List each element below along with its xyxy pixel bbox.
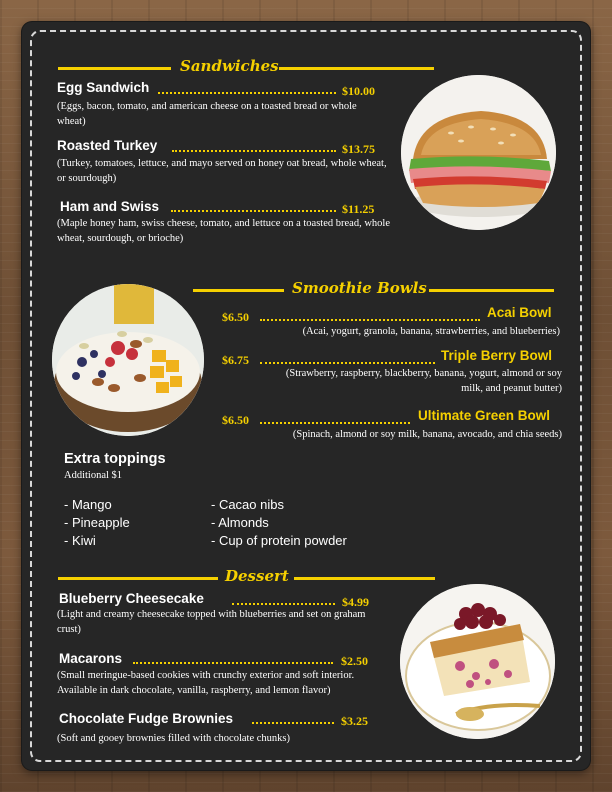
cheesecake-illustration — [400, 584, 555, 739]
extra-toppings-title: Extra toppings — [64, 451, 166, 467]
leader-dots — [171, 210, 336, 212]
sandwiches-rule-right — [279, 67, 434, 70]
leader-dots — [260, 362, 435, 364]
menu-item-price: $4.99 — [342, 595, 369, 609]
leader-dots — [232, 603, 335, 605]
menu-item-desc: (Light and creamy cheesecake topped with blueberries and set on graham crust) — [57, 609, 366, 635]
smoothie-rule-right — [429, 289, 554, 292]
topping-item: - Pineapple — [64, 515, 130, 530]
menu-item-price: $2.50 — [341, 654, 368, 668]
dessert-rule-left — [58, 577, 218, 580]
topping-item: - Cacao nibs — [211, 497, 284, 512]
leader-dots — [260, 319, 480, 321]
sandwich-illustration — [401, 75, 556, 230]
sandwiches-heading: Sandwiches — [180, 57, 279, 75]
menu-item-desc: (Maple honey ham, swiss cheese, tomato, and lettuce on a toasted bread, whole wheat, sourdough, or brioche) — [57, 218, 390, 244]
menu-item-desc: (Acai, yogurt, granola, banana, strawberries, and blueberries) — [302, 326, 560, 337]
topping-item: - Mango — [64, 497, 112, 512]
dessert-rule-right — [294, 577, 435, 580]
smoothie-bowl-illustration — [52, 284, 204, 436]
menu-item-price: $13.75 — [342, 142, 375, 156]
menu-item-desc: (Strawberry, raspberry, blackberry, banana, yogurt, almond or soy milk, and peanut butter) — [285, 368, 562, 394]
dessert-heading: Dessert — [225, 567, 289, 585]
topping-item: - Almonds — [211, 515, 269, 530]
leader-dots — [252, 722, 334, 724]
menu-item-name: Roasted Turkey — [57, 138, 158, 153]
sandwich-photo — [401, 75, 556, 230]
menu-item-price: $10.00 — [342, 84, 375, 98]
menu-item-name: Ham and Swiss — [60, 199, 160, 214]
cheesecake-photo — [400, 584, 555, 739]
smoothie-heading: Smoothie Bowls — [292, 279, 427, 297]
menu-item-name: Acai Bowl — [487, 305, 552, 320]
menu-item-price: $3.25 — [341, 714, 368, 728]
smoothie-rule-left — [193, 289, 284, 292]
menu-item-desc: (Spinach, almond or soy milk, banana, avocado, and chia seeds) — [292, 429, 562, 440]
menu-item-name: Ultimate Green Bowl — [418, 408, 551, 423]
menu-item-price: $6.50 — [222, 413, 249, 427]
extra-toppings-subtitle: Additional $1 — [64, 470, 123, 481]
leader-dots — [133, 662, 333, 664]
leader-dots — [260, 422, 410, 424]
sandwiches-rule-left — [58, 67, 171, 70]
menu-item-price: $6.75 — [222, 353, 249, 367]
menu-item-desc: (Turkey, tomatoes, lettuce, and mayo served on honey oat bread, whole wheat, or sourdough) — [57, 158, 387, 184]
menu-item-price: $11.25 — [342, 202, 375, 216]
menu-item-name: Triple Berry Bowl — [441, 348, 553, 363]
leader-dots — [172, 150, 336, 152]
menu-item-name: Blueberry Cheesecake — [59, 591, 204, 606]
menu-item-name: Chocolate Fudge Brownies — [59, 711, 234, 726]
menu-item-name: Egg Sandwich — [57, 80, 150, 95]
topping-item: - Cup of protein powder — [211, 533, 347, 548]
leader-dots — [158, 92, 336, 94]
menu-item-price: $6.50 — [222, 310, 249, 324]
menu-item-desc: (Eggs, bacon, tomato, and american cheese on a toasted bread or whole wheat) — [57, 101, 357, 127]
topping-item: - Kiwi — [64, 533, 96, 548]
smoothie-bowl-photo — [52, 284, 204, 436]
menu-item-desc: (Small meringue-based cookies with crunchy exterior and soft interior. Available in dark chocolate, vanilla, raspberry, and lemon flavor) — [57, 670, 355, 696]
menu-item-name: Macarons — [59, 651, 123, 666]
menu-item-desc: (Soft and gooey brownies filled with chocolate chunks) — [57, 733, 290, 744]
